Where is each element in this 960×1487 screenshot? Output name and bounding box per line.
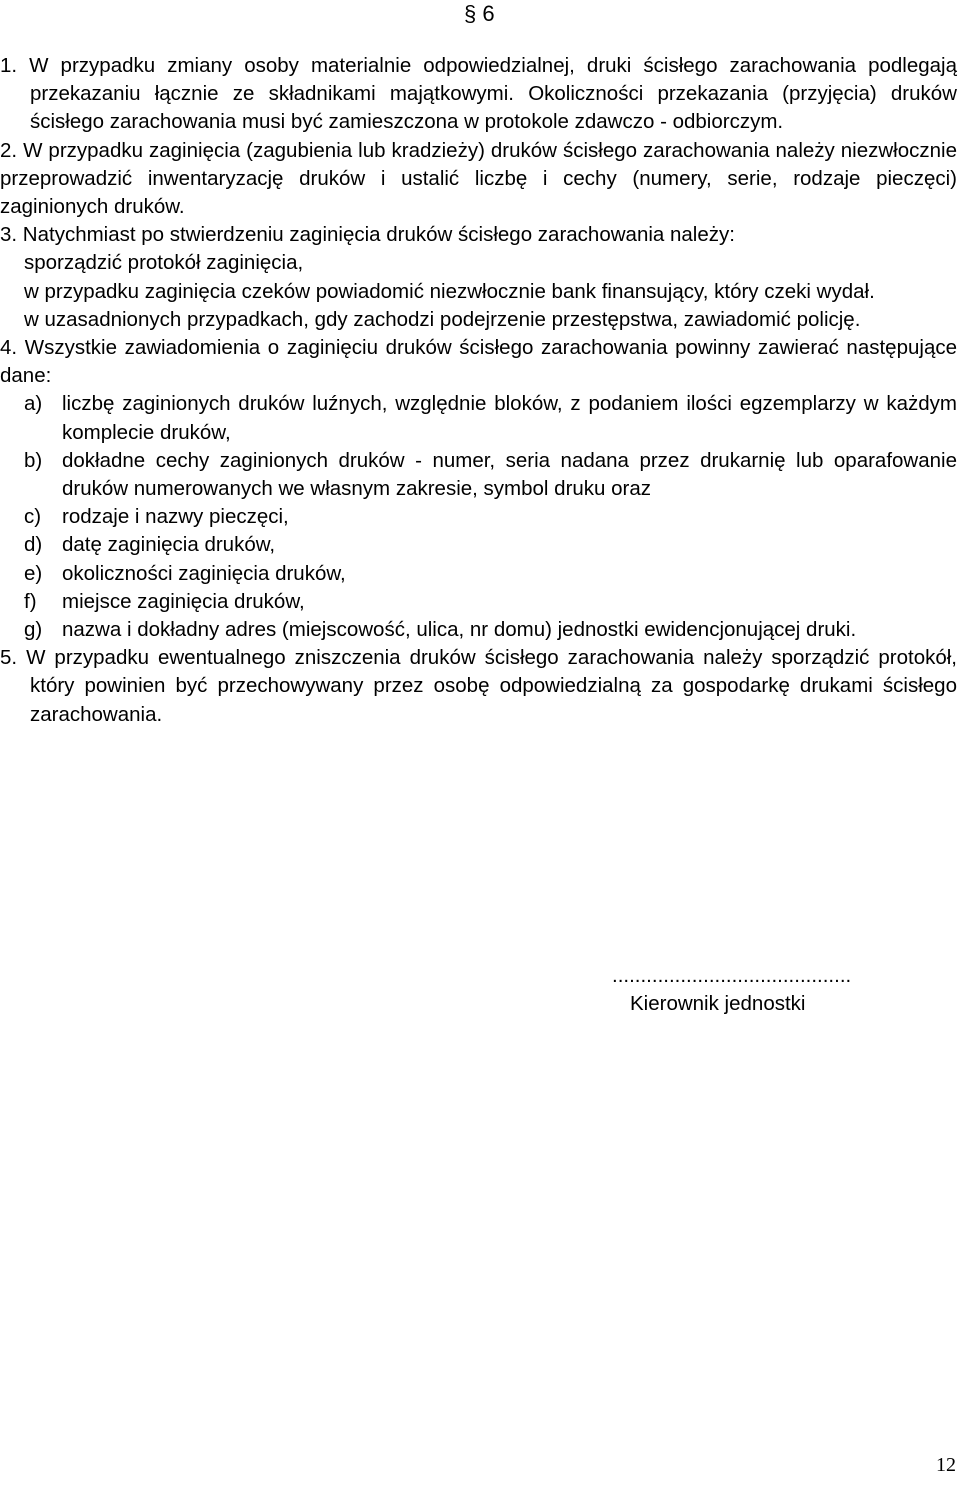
paragraph-4-list: [0, 390, 957, 644]
list-item-text: okoliczności zaginięcia druków,: [62, 561, 346, 585]
paragraph-5: 5. W przypadku ewentualnego zniszczenia druków ścisłego zarachowania należy sporządzić protokół, który powinien być przechowywany przez osobę odpowiedzialną za gospodarkę drukami ścisłego zarachowania.: [0, 646, 957, 726]
list-item: [0, 447, 957, 503]
paragraph-3: 3. Natychmiast po stwierdzeniu zaginięcia druków ścisłego zarachowania należy:: [0, 223, 735, 247]
paragraph-1: 1. W przypadku zmiany osoby materialnie odpowiedzialnej, druki ścisłego zarachowania podlegają przekazaniu łącznie ze składnikami majątkowymi. Okoliczności przekazania (przyjęcia) druków ścisłego zarachowania musi być zamieszczona w protokole zdawczo - odbiorczym.: [0, 54, 957, 134]
list-item: [0, 560, 957, 588]
document-body: [0, 52, 957, 729]
page-number: 12: [936, 1454, 956, 1476]
list-item-text: nazwa i dokładny adres (miejscowość, ulica, nr domu) jednostki ewidencjonującej druki.: [62, 618, 857, 642]
list-item-text: liczbę zaginionych druków luźnych, względnie bloków, z podaniem ilości egzemplarzy w każdym komplecie druków,: [62, 392, 957, 444]
paragraph-4: 4. Wszystkie zawiadomienia o zaginięciu druków ścisłego zarachowania powinny zawierać następujące dane:: [0, 336, 957, 388]
list-item-label: e): [24, 561, 43, 585]
signature-block: [600, 962, 900, 1018]
list-item-text: miejsce zaginięcia druków,: [62, 589, 305, 613]
list-item-text: datę zaginięcia druków,: [62, 533, 276, 557]
paragraph-3-step-3: w uzasadnionych przypadkach, gdy zachodzi podejrzenie przestępstwa, zawiadomić policję.: [24, 307, 861, 331]
list-item-label: g): [24, 618, 43, 642]
list-item-label: a): [24, 392, 43, 416]
list-item: [0, 531, 957, 559]
list-item: [0, 616, 957, 644]
signature-line: ..........................................: [612, 964, 852, 987]
paragraph-2: 2. W przypadku zaginięcia (zagubienia lub kradzieży) druków ścisłego zarachowania należy niezwłocznie przeprowadzić inwentaryzację druków i ustalić liczbę i cechy (numery, serie, rodzaje pieczęci) zaginionych druków.: [0, 138, 957, 219]
list-item-label: b): [24, 448, 43, 472]
list-item-text: dokładne cechy zaginionych druków - numer, seria nadana przez drukarnię lub oparafowanie druków numerowanych we własnym zakresie, symbol druku oraz: [62, 448, 957, 501]
list-item-label: c): [24, 505, 42, 529]
list-item: [0, 588, 957, 616]
paragraph-3-step-2: w przypadku zaginięcia czeków powiadomić niezwłocznie bank finansujący, który czeki wydał.: [24, 279, 875, 303]
list-item: [0, 503, 957, 531]
signature-title: Kierownik jednostki: [630, 992, 806, 1015]
list-item: [0, 390, 957, 446]
list-item-text: rodzaje i nazwy pieczęci,: [62, 505, 289, 529]
list-item-label: d): [24, 533, 43, 557]
section-heading: § 6: [464, 1, 495, 26]
paragraph-3-step-1: sporządzić protokół zaginięcia,: [24, 251, 304, 275]
list-item-label: f): [24, 589, 37, 613]
